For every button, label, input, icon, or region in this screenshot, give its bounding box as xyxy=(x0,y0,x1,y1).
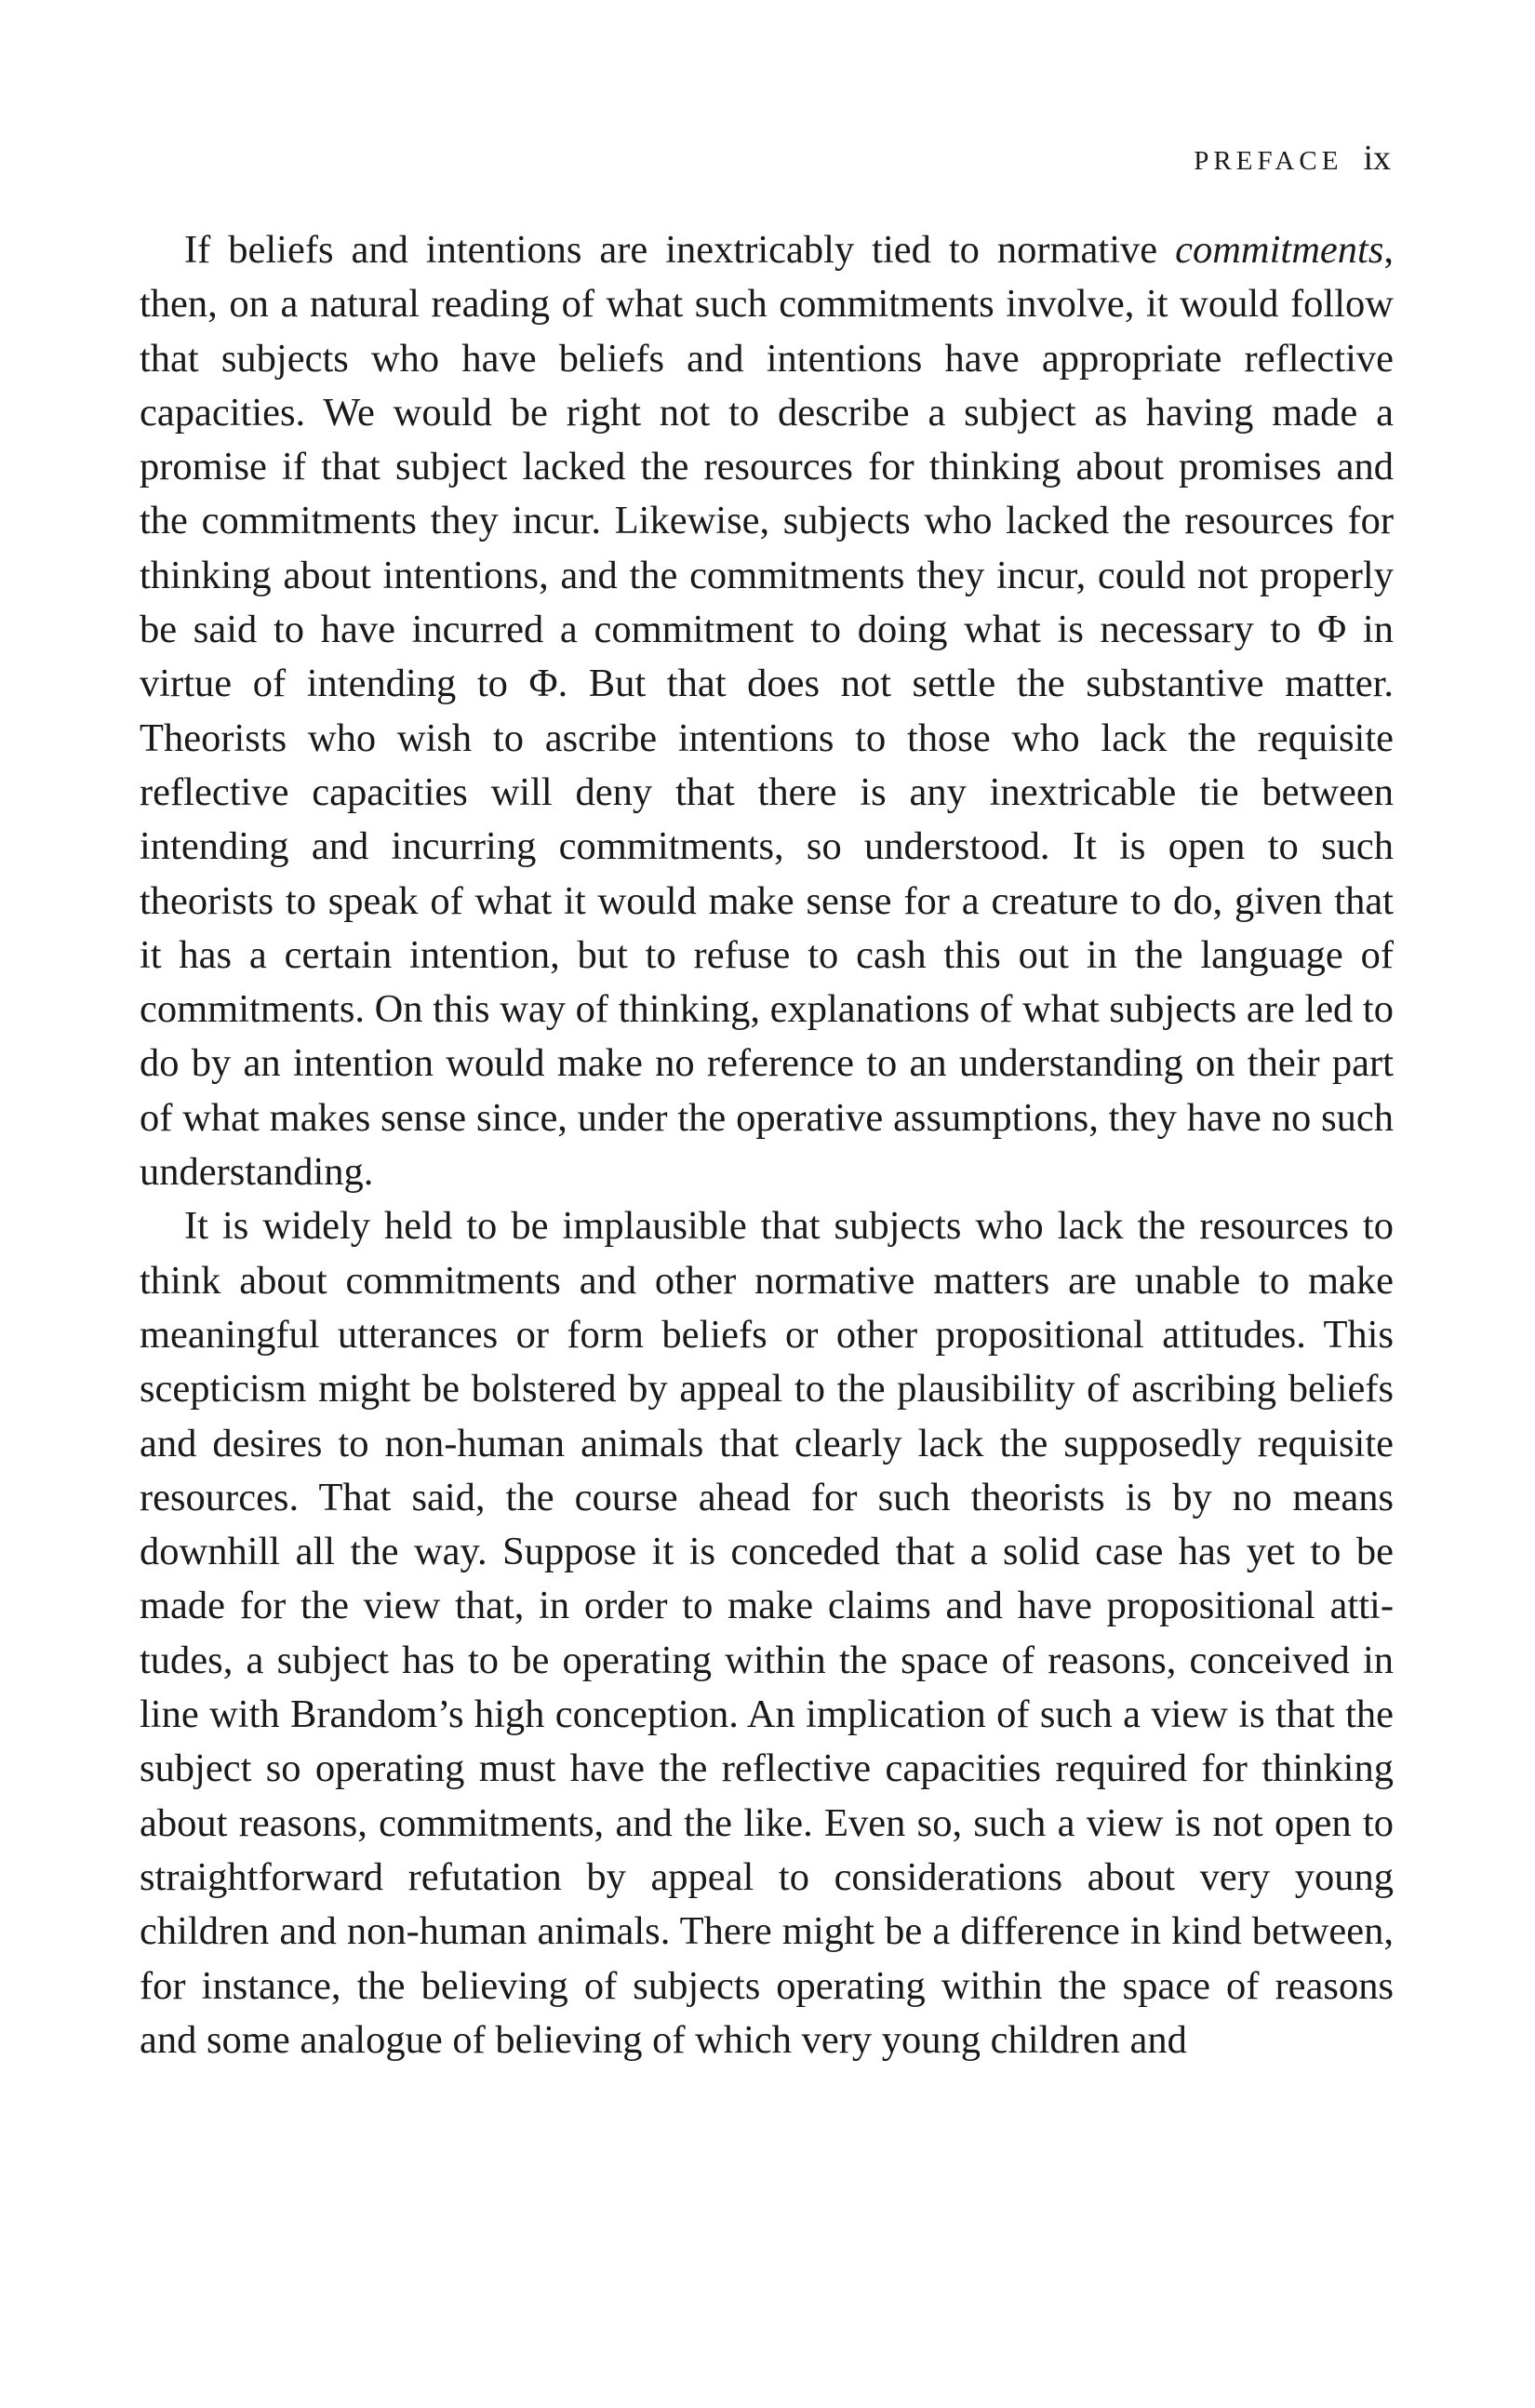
paragraph-1-emphasis: commitments xyxy=(1175,228,1384,272)
page-number: ix xyxy=(1363,139,1391,178)
body-text xyxy=(140,223,1394,2067)
paragraph-1-rest: , then, on a natural reading of what such commitments involve, it would follow that subjects who have beliefs and intentions have appropriate reflective capacities. We would be right not to describe a subject as having made a promise if that subject lacked the resources for thinking about promises and the commitments they incur. Likewise, subjects who lacked the resources for thinking about intentions, and the commitments they incur, could not properly be said to have incurred a commitment to doing what is necessary to Φ in virtue of intending to Φ. But that does not settle the substantive matter. Theorists who wish to ascribe intentions to those who lack the requisite reflective capacities will deny that there is any inextricable tie between intending and incurring commitments, so understood. It is open to such theorists to speak of what it would make sense for a creature to do, given that it has a certain intention, but to refuse to cash this out in the language of commitments. On this way of thinking, explanations of what subjects are led to do by an intention would make no reference to an understanding on their part of what makes sense since, under the operative assumptions, they have no such understanding. xyxy=(140,228,1394,1195)
paragraph-1 xyxy=(140,223,1394,1199)
paragraph-2: It is widely held to be implausible that subjects who lack the resources to think about commitments and other normative matters are unable to make meaningful utterances or form beliefs or other propositional attitudes. This scepticism might be bolstered by appeal to the plausibility of ascribing beliefs and desires to non-human animals that clearly lack the supposedly requisite resources. That said, the course ahead for such theorists is by no means downhill all the way. Suppose it is conceded that a solid case has yet to be made for the view that, in order to make claims and have propositional attitudes, a subject has to be operating within the space of reasons, conceived in line with Brandom’s high conception. An implication of such a view is that the subject so operating must have the reflective capacities required for thinking about reasons, commitments, and the like. Even so, such a view is not open to straightforward refutation by appeal to considerations about very young children and non-human animals. There might be a difference in kind between, for instance, the believing of subjects operating within the space of reasons and some analogue of believing of which very young children and xyxy=(140,1204,1394,2062)
paragraph-1-lead: If beliefs and intentions are inextricably tied to normative xyxy=(184,228,1176,272)
running-head xyxy=(1194,140,1391,180)
running-head-title: PREFACE xyxy=(1194,146,1343,176)
